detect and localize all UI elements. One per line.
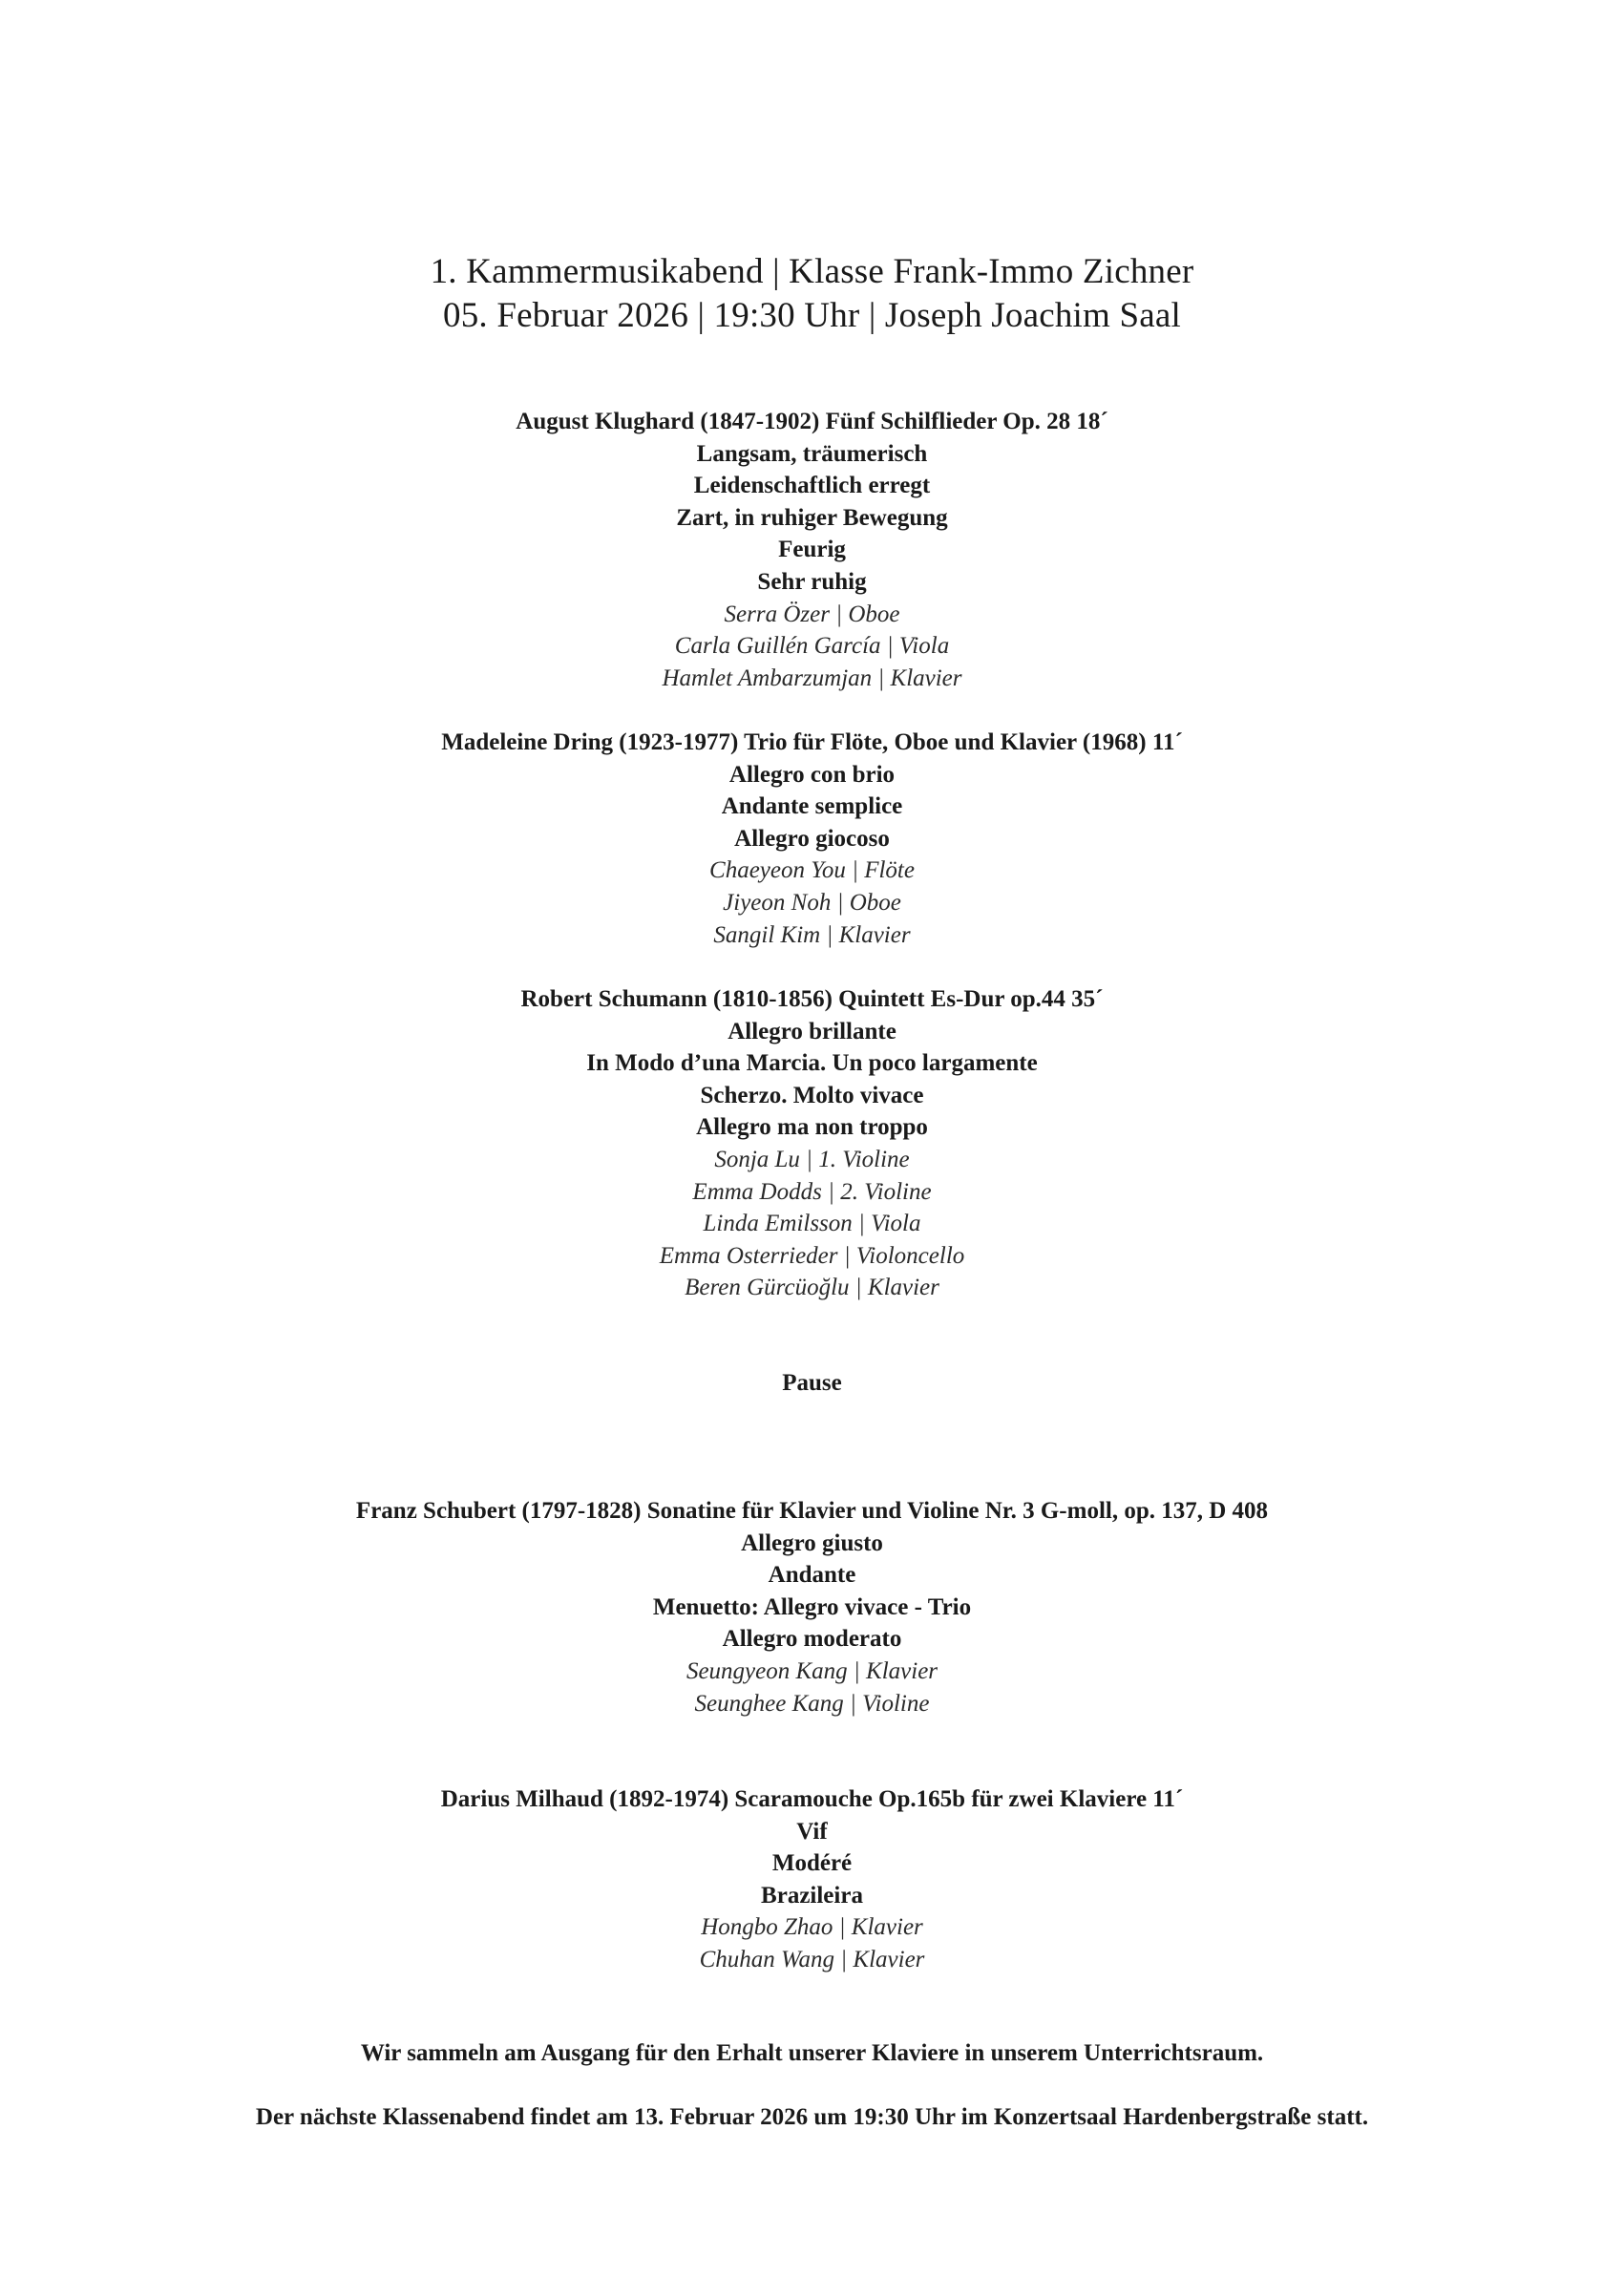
- program-title: 1. Kammermusikabend | Klasse Frank-Immo Zichner: [430, 252, 1194, 291]
- movement: Allegro con brio: [728, 761, 896, 788]
- collection-note: Wir sammeln am Ausgang für den Erhalt unserer Klaviere in unserem Unterrichtsraum.: [360, 2040, 1264, 2066]
- piece-heading: Madeleine Dring (1923-1977) Trio für Flöte, Oboe und Klavier (1968) 11´: [441, 729, 1183, 755]
- performer: Emma Osterrieder | Violoncello: [659, 1242, 965, 1269]
- program-piece: [0, 406, 1624, 694]
- movement: Andante: [768, 1562, 856, 1589]
- performer: Seunghee Kang | Violine: [694, 1690, 930, 1717]
- program-date-venue: 05. Februar 2026 | 19:30 Uhr | Joseph Joachim Saal: [443, 296, 1181, 335]
- program-piece: [0, 1495, 1624, 1719]
- performer: Sonja Lu | 1. Violine: [714, 1146, 910, 1172]
- movement: Andante semplice: [721, 793, 903, 820]
- movement: In Modo d’una Marcia. Un poco largamente: [586, 1050, 1038, 1077]
- performer: Hamlet Ambarzumjan | Klavier: [662, 664, 962, 691]
- performer: Chaeyeon You | Flöte: [709, 857, 915, 884]
- movement: Allegro brillante: [728, 1018, 896, 1044]
- movement: Allegro giusto: [741, 1529, 883, 1556]
- movement: Langsam, träumerisch: [696, 440, 928, 467]
- program-piece: [0, 727, 1624, 951]
- performer: Serra Özer | Oboe: [724, 601, 900, 627]
- movement: Zart, in ruhiger Bewegung: [676, 504, 948, 531]
- movement: Feurig: [778, 537, 846, 563]
- performer: Carla Guillén García | Viola: [674, 633, 950, 660]
- performer: Beren Gürcüoğlu | Klavier: [685, 1275, 939, 1301]
- next-event-note: Der nächste Klassenabend findet am 13. Februar 2026 um 19:30 Uhr im Konzertsaal Hardenbergstraße statt.: [255, 2104, 1369, 2130]
- movement: Allegro ma non troppo: [696, 1114, 928, 1141]
- piece-heading: Robert Schumann (1810-1856) Quintett Es-Dur op.44 35´: [520, 986, 1104, 1012]
- piece-heading: August Klughard (1847-1902) Fünf Schilflieder Op. 28 18´: [516, 409, 1108, 434]
- program-piece: [0, 1783, 1624, 1976]
- movement: Leidenschaftlich erregt: [693, 473, 931, 499]
- performer: Seungyeon Kang | Klavier: [685, 1657, 939, 1684]
- movement: Brazileira: [761, 1882, 863, 1909]
- performer: Sangil Kim | Klavier: [713, 921, 911, 948]
- movement: Allegro giocoso: [734, 825, 890, 852]
- performer: Linda Emilsson | Viola: [703, 1211, 921, 1237]
- program-piece: [0, 983, 1624, 1304]
- movement: Vif: [796, 1818, 828, 1845]
- piece-heading: Darius Milhaud (1892-1974) Scaramouche Op.165b für zwei Klaviere 11´: [440, 1786, 1184, 1812]
- movement: Modéré: [771, 1850, 853, 1877]
- performer: Chuhan Wang | Klavier: [699, 1946, 925, 1972]
- performer: Emma Dodds | 2. Violine: [692, 1178, 932, 1205]
- intermission-label: Pause: [782, 1370, 842, 1396]
- performer: Hongbo Zhao | Klavier: [701, 1914, 923, 1941]
- performer: Jiyeon Noh | Oboe: [723, 889, 901, 916]
- movement: Sehr ruhig: [757, 568, 867, 595]
- movement: Scherzo. Molto vivace: [700, 1082, 924, 1108]
- piece-heading: Franz Schubert (1797-1828) Sonatine für Klavier und Violine Nr. 3 G-moll, op. 137, D 408: [355, 1498, 1269, 1524]
- movement: Menuetto: Allegro vivace - Trio: [652, 1593, 972, 1620]
- movement: Allegro moderato: [722, 1626, 902, 1653]
